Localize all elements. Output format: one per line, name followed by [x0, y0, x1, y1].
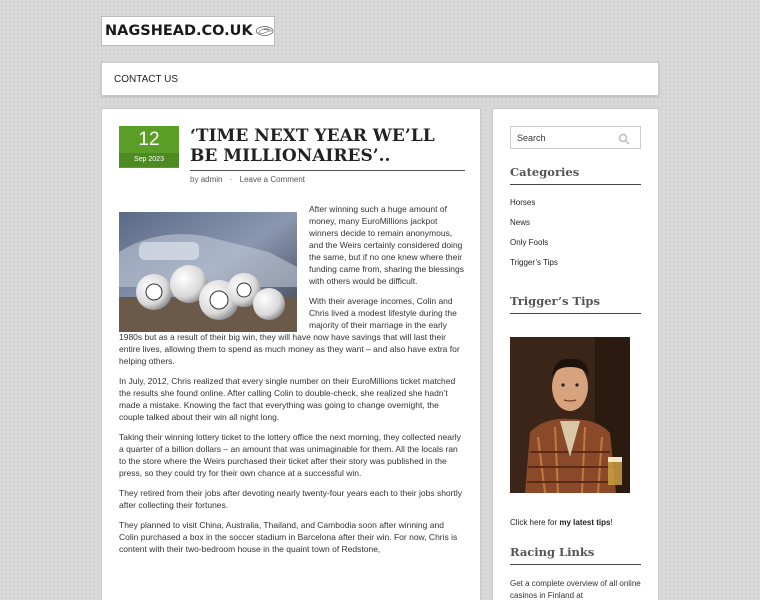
post-paragraph: In July, 2012, Chris realized that every single number on their EuroMillions ticket matched the results she found online. After calling Colin to double-check, she realized she hadn’t made a mistake. Knowing the fact that everything was going to change overnight, the couple talked about their win all night long. — [119, 376, 456, 422]
list-item — [510, 257, 558, 277]
post-date-badge — [119, 126, 179, 168]
post-date-month: Sep 2023 — [119, 153, 179, 167]
logo-text: NAGSHEAD.CO.UK — [105, 23, 253, 39]
latest-tips-link[interactable]: my latest tips — [559, 518, 611, 527]
meta-author-link[interactable]: admin — [200, 175, 223, 184]
list-item — [510, 217, 558, 237]
post-paragraph: Taking their winning lottery ticket to the lottery office the next morning, they collected nearly a quarter of a billion dollars – an amount that was unimaginable for them. All the locals ran to the store where the Weirs purchased their ticket after their story was published in the press, so they could try for their own chance at a successful win. — [119, 432, 461, 478]
nav-contact-us[interactable]: CONTACT US — [114, 73, 179, 85]
category-list — [510, 197, 558, 277]
post-title[interactable]: ‘TIME NEXT YEAR WE’LL BE MILLIONAIRES’.. — [190, 126, 465, 171]
meta-separator: · — [229, 175, 233, 184]
post-meta — [190, 175, 305, 184]
category-link-horses[interactable]: Horses — [510, 198, 536, 207]
category-link-news[interactable]: News — [510, 218, 531, 227]
post-paragraph: They planned to visit China, Australia, Thailand, and Cambodia soon after winning and Colin purchased a box in the soccer stadium in Barcelona after their win. For now, Chris is content with their two-bedroom house in the quaint town of Redstone, — [119, 520, 458, 554]
list-item — [510, 237, 558, 257]
post-paragraph: They retired from their jobs after devoting nearly twenty-four years each to their jobs shortly after collecting their fortunes. — [119, 488, 462, 510]
category-link-only-fools[interactable]: Only Fools — [510, 238, 549, 247]
tips-link-prefix: Click here for — [510, 518, 558, 527]
triggers-tips-title: Trigger’s Tips — [510, 294, 641, 314]
post-paragraph: With their average incomes, Colin and Chris lived a modest lifestyle during the majority of their marriage in the early 1980s but as a result of their big win, they will have now have savings that will last their entire lives, allowing them to spend as much money as they want – and also have extra for helping others. — [119, 296, 460, 366]
latest-tips-text — [510, 518, 613, 527]
racing-links-text: Get a complete overview of all online casinos in Finland at — [510, 579, 641, 600]
search-box[interactable] — [510, 126, 641, 149]
list-item — [510, 197, 558, 217]
search-icon[interactable] — [618, 133, 630, 145]
racing-links-title: Racing Links — [510, 545, 641, 565]
meta-by: by — [190, 175, 199, 184]
post-date-day: 12 — [138, 129, 160, 150]
leave-comment-link[interactable]: Leave a Comment — [239, 175, 305, 184]
trigger-portrait-image — [510, 337, 630, 493]
sidebar — [492, 108, 659, 600]
main-content — [101, 108, 481, 600]
search-input[interactable] — [517, 133, 617, 143]
site-logo[interactable] — [101, 16, 275, 46]
post-paragraph: After winning such a huge amount of money, many EuroMillions jackpot winners decide to remain anonymous, and the Weirs certainly considered doing the same, but if no one knew where their funding came from, sharing the blessings with others would be difficult. — [309, 204, 464, 286]
categories-title: Categories — [510, 165, 641, 185]
lottery-balls-image — [119, 212, 297, 332]
category-link-triggers-tips[interactable]: Trigger’s Tips — [510, 258, 558, 267]
main-nav — [101, 62, 659, 96]
tips-link-suffix: ! — [610, 518, 613, 527]
horse-head-icon — [255, 17, 274, 45]
